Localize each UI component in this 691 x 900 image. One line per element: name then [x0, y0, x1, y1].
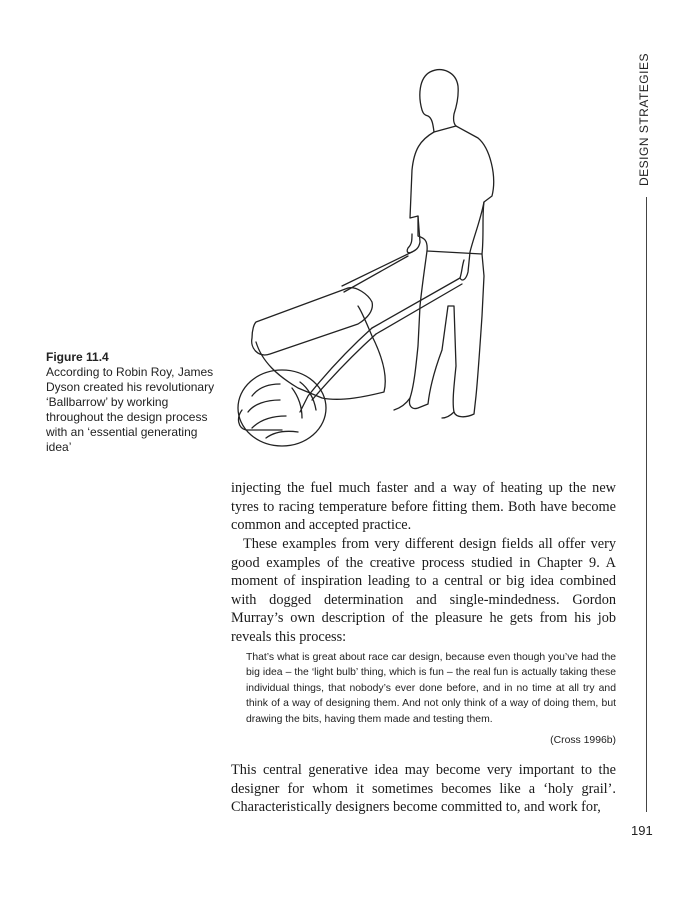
body-paragraph-2: These examples from very different design fields all offer very good examples of the creative process studied in Chapter 9. A moment of inspiration leading to a central or big idea combined with dogged determination and single-mindedness. Gordon Murray’s own description of the pleasure he gets from his job reveals this process: [231, 536, 616, 645]
quote-citation: (Cross 1996b) [550, 735, 616, 746]
barrow-frame [239, 328, 376, 430]
body-paragraph-1: injecting the fuel much faster and a way of heating up the new tyres to racing temperature before fitting them. Both have become common and accepted practice. [231, 480, 616, 533]
figure-caption-text: According to Robin Roy, James Dyson created his revolutionary ‘Ballbarrow’ by working throughout the design process with an ‘essential generating idea’ [46, 365, 215, 454]
figure-shirt [410, 126, 494, 254]
figure-caption [46, 350, 226, 455]
figure-title: Figure 11.4 [46, 350, 109, 364]
figure-head [420, 70, 458, 132]
block-quote: That’s what is great about race car design, because even though you’ve had the big idea – the ‘light bulb’ thing, which is fun – the real fun is actually taking these individual things, that nobody’s ever done before, and in no time at all try and think of a way of designing them. And not only think of a way of doing them, but drawing the bits, having them made and testing them. [246, 652, 616, 725]
barrow-handles [342, 252, 462, 334]
body-paragraph-3: This central generative idea may become very important to the designer for whom it sometimes becomes like a ‘holy grail’. Characteristically designers become committed to, and work for, [231, 762, 616, 815]
man-with-ballbarrow-illustration [222, 66, 502, 456]
running-header: DESIGN STRATEGIES [637, 53, 651, 186]
page-number: 191 [631, 823, 653, 838]
figure-right-arm [460, 202, 484, 280]
figure-shoes [394, 398, 454, 418]
illustration-svg [222, 66, 502, 456]
side-rule-divider [646, 197, 647, 812]
figure-legs [409, 251, 484, 417]
